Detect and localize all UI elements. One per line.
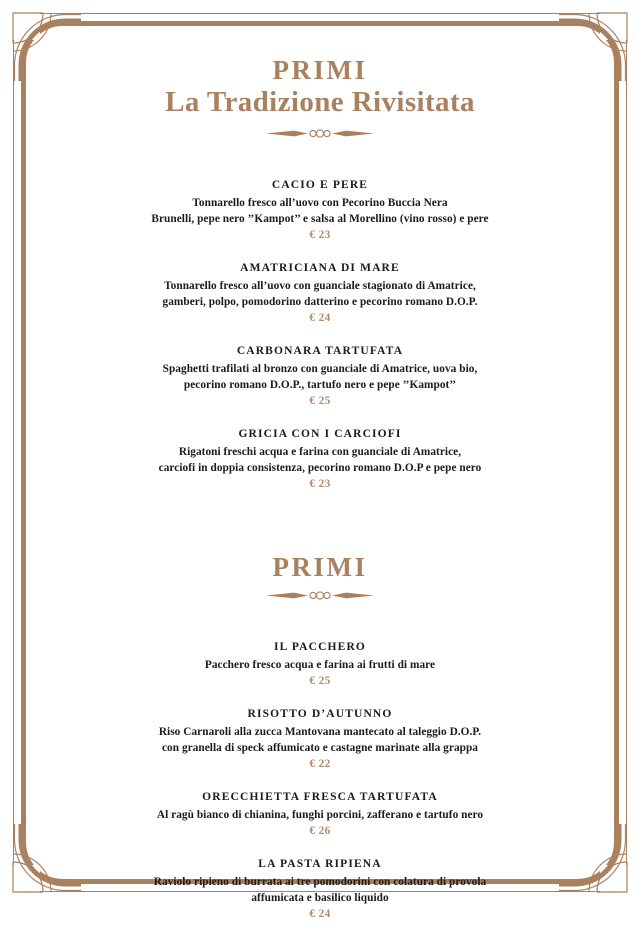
- menu-item-list: [60, 640, 580, 922]
- section-title: PRIMI: [272, 55, 368, 85]
- menu-item-name: LA PASTA RIPIENA: [258, 857, 382, 870]
- corner-mask-bottom-left: [0, 865, 40, 905]
- menu-item-description-line: Al ragù bianco di chianina, funghi porcini, zafferano e tartufo nero: [156, 808, 484, 821]
- menu-item-price: € 23: [309, 228, 331, 241]
- menu-item-price: € 25: [309, 394, 331, 407]
- corner-mask-top-left: [0, 0, 40, 40]
- menu-item-description-line: Tonnarello fresco all’uovo con guanciale stagionato di Amatrice,: [164, 279, 476, 292]
- menu-item-description-line: affumicata e basilico liquido: [251, 891, 389, 904]
- menu-item: [60, 857, 580, 922]
- menu-item-name: AMATRICIANA DI MARE: [240, 261, 400, 274]
- menu-item-description-line: Brunelli, pepe nero ’’Kampot’’ e salsa al Morellino (vino rosso) e pere: [151, 212, 489, 225]
- section-subtitle: La Tradizione Rivisitata: [165, 86, 475, 119]
- menu-item: [60, 427, 580, 492]
- menu-item-price: € 24: [309, 311, 331, 324]
- menu-item-description-line: carciofi in doppia consistenza, pecorino romano D.O.P e pepe nero: [158, 461, 482, 474]
- menu-item-name: GRICIA CON I CARCIOFI: [238, 427, 402, 440]
- menu-item: [60, 344, 580, 409]
- menu-item-name: CACIO E PERE: [271, 178, 369, 191]
- menu-item-description-line: gamberi, polpo, pomodorino datterino e pecorino romano D.O.P.: [162, 295, 478, 308]
- menu-item-price: € 23: [309, 477, 331, 490]
- menu-item-description-line: Pacchero fresco acqua e farina ai frutti di mare: [204, 658, 436, 671]
- menu-item-description-line: con granella di speck affumicato e castagne marinate alla grappa: [161, 741, 479, 754]
- section-title: PRIMI: [272, 551, 368, 582]
- section-spacer: [60, 510, 580, 552]
- menu-content: [60, 55, 580, 940]
- menu-item-name: RISOTTO D’AUTUNNO: [247, 707, 393, 720]
- menu-item-price: € 24: [309, 907, 331, 920]
- menu-item: [60, 640, 580, 689]
- menu-item: [60, 707, 580, 772]
- menu-item-name: CARBONARA TARTUFATA: [236, 344, 404, 357]
- corner-mask-top-right: [600, 0, 640, 40]
- menu-item-description-line: pecorino romano D.O.P., tartufo nero e pepe ’’Kampot’’: [183, 378, 457, 391]
- menu-item-list: [60, 178, 580, 492]
- section-header: [60, 552, 580, 602]
- menu-item-description-line: Riso Carnaroli alla zucca Mantovana mantecato al taleggio D.O.P.: [158, 725, 482, 738]
- menu-item-price: € 22: [309, 757, 331, 770]
- menu-item-name: IL PACCHERO: [274, 640, 366, 653]
- menu-item: [60, 790, 580, 839]
- menu-item-price: € 25: [309, 674, 331, 687]
- corner-mask-bottom-right: [600, 865, 640, 905]
- menu-item: [60, 178, 580, 243]
- menu-item-description-line: Spaghetti trafilati al bronzo con guanciale di Amatrice, uova bio,: [162, 362, 478, 375]
- section-divider-ornament-icon: [264, 589, 376, 602]
- menu-item-price: € 26: [309, 824, 331, 837]
- menu-item: [60, 261, 580, 326]
- section-header: [60, 55, 580, 140]
- menu-item-description-line: Tonnarello fresco all’uovo con Pecorino Buccia Nera: [192, 196, 448, 209]
- menu-item-description-line: Rigatoni freschi acqua e farina con guanciale di Amatrice,: [178, 445, 462, 458]
- menu-item-description-line: Raviolo ripieno di burrata ai tre pomodorini con colatura di provola: [153, 875, 487, 888]
- menu-item-name: ORECCHIETTA FRESCA TARTUFATA: [202, 790, 438, 803]
- section-divider-ornament-icon: [264, 127, 376, 140]
